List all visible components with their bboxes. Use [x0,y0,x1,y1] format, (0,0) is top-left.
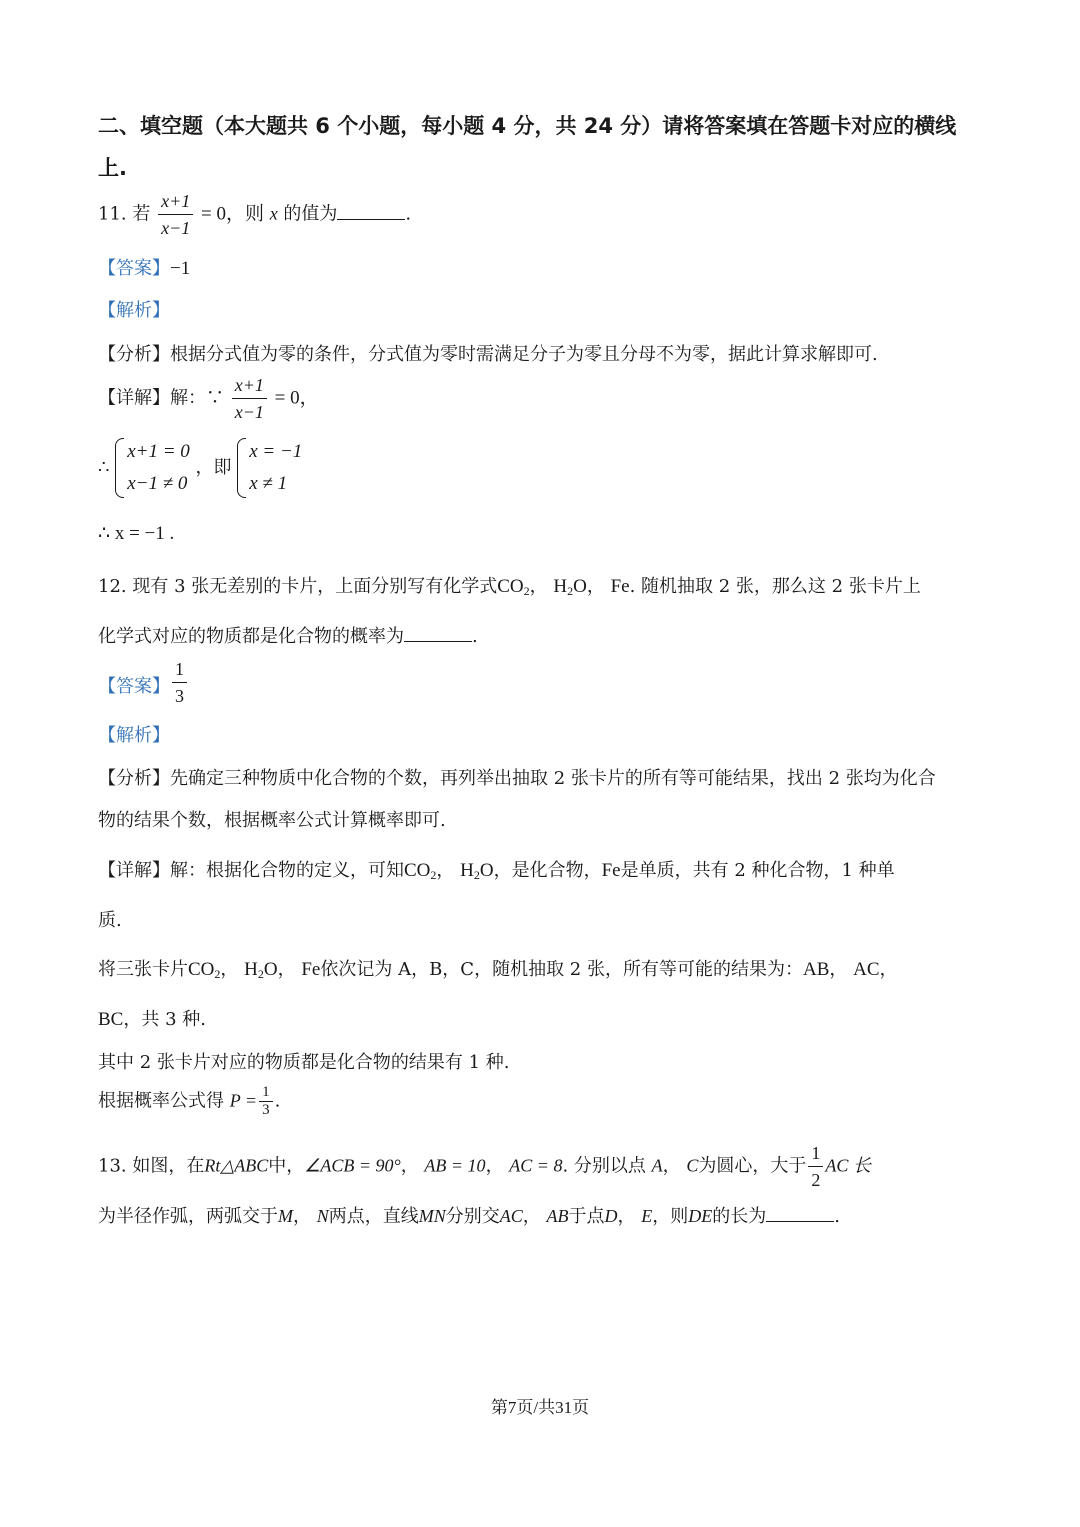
detail-11: 【详解】解：∵ $\frac{x+1}{x-1}$ = 0， [98,372,319,425]
page-footer: 第7页/共31页 [490,1398,590,1417]
system-11: ∴ x+1 = 0 x−1 ≠ 0 ，即 x = −1 x ≠ 1 [98,436,302,500]
question-11: 11. 若 $\frac{x+1}{x-1}$ = 0，则 x 的值为 . [98,188,411,241]
equation-system: x+1 = 0 x−1 ≠ 0 [115,436,190,500]
question-12-line1: 12. 现有 3 张无差别的卡片，上面分别写有化学式$CO_2$， $H_2O$， Fe. 随机抽取 2 张，那么这 2 张卡片上 [98,576,921,598]
answer-blank [337,205,405,220]
answer-blank [766,1207,834,1222]
fraction: $\frac{1}{3}$ [259,1084,273,1119]
analysis-tag: 【解析】 [98,725,170,746]
section-heading-line2: 上. [98,156,127,180]
answer-row-12 [98,656,189,709]
fraction: $\frac{x+1}{x-1}$ [232,372,267,425]
fenxi-12-line1: 【分析】先确定三种物质中化合物的个数，再列举出抽取 2 张卡片的所有等可能结果，找出 2 张均为化合 [98,768,936,789]
detail-12-line3: 将三张卡片$CO_2$， $H_2O$， Fe依次记为 A，B，C，随机抽取 2 张，所有等可能的结果为：AB， AC， [98,959,898,981]
question-13-line1: 13. 如图，在Rt△ABC中，∠ACB = 90°， AB = 10， AC = 8. 分别以点 A， C为圆心，大于 $\frac{1}{2}$ AC 长 [98,1140,871,1193]
detail-12-line6: 根据概率公式得 P = $\frac{1}{3}$ . [98,1084,281,1118]
answer-row-11: 【答案】−1 [98,258,191,279]
equation-system: x = −1 x ≠ 1 [237,436,302,500]
detail-12-line2: 质. [98,910,122,931]
fraction: $\frac{1}{2}$ [808,1140,823,1193]
fenxi-11: 【分析】根据分式值为零的条件，分式值为零时需满足分子为零且分母不为零，据此计算求解即可. [98,344,878,365]
fraction: $\frac{1}{3}$ [172,656,187,709]
detail-12-line1: 【详解】解：根据化合物的定义，可知$CO_2$， $H_2O$，是化合物，Fe是单质，共有 2 种化合物，1 种单 [98,860,895,882]
section-heading-line1: 二、填空题（本大题共 6 个小题，每小题 4 分，共 24 分）请将答案填在答题卡对应的横线 [98,114,957,138]
fraction: $\frac{x+1}{x-1}$ [158,188,193,241]
answer-blank [404,627,472,642]
question-13-line2: 为半径作弧，两弧交于M， N两点，直线MN分别交AC， AB于点D， E，则DE的长为 . [98,1206,840,1227]
fenxi-12-line2: 物的结果个数，根据概率公式计算概率即可. [98,810,446,831]
answer-tag: 【答案】 [98,258,170,279]
question-12-line2: 化学式对应的物质都是化合物的概率为 . [98,626,478,647]
detail-12-line4: BC，共 3 种. [98,1009,206,1030]
final-11: ∴ x = −1 . [98,523,175,544]
answer-tag: 【答案】 [98,675,170,697]
detail-12-line5: 其中 2 张卡片对应的物质都是化合物的结果有 1 种. [98,1052,510,1073]
analysis-tag: 【解析】 [98,300,170,321]
